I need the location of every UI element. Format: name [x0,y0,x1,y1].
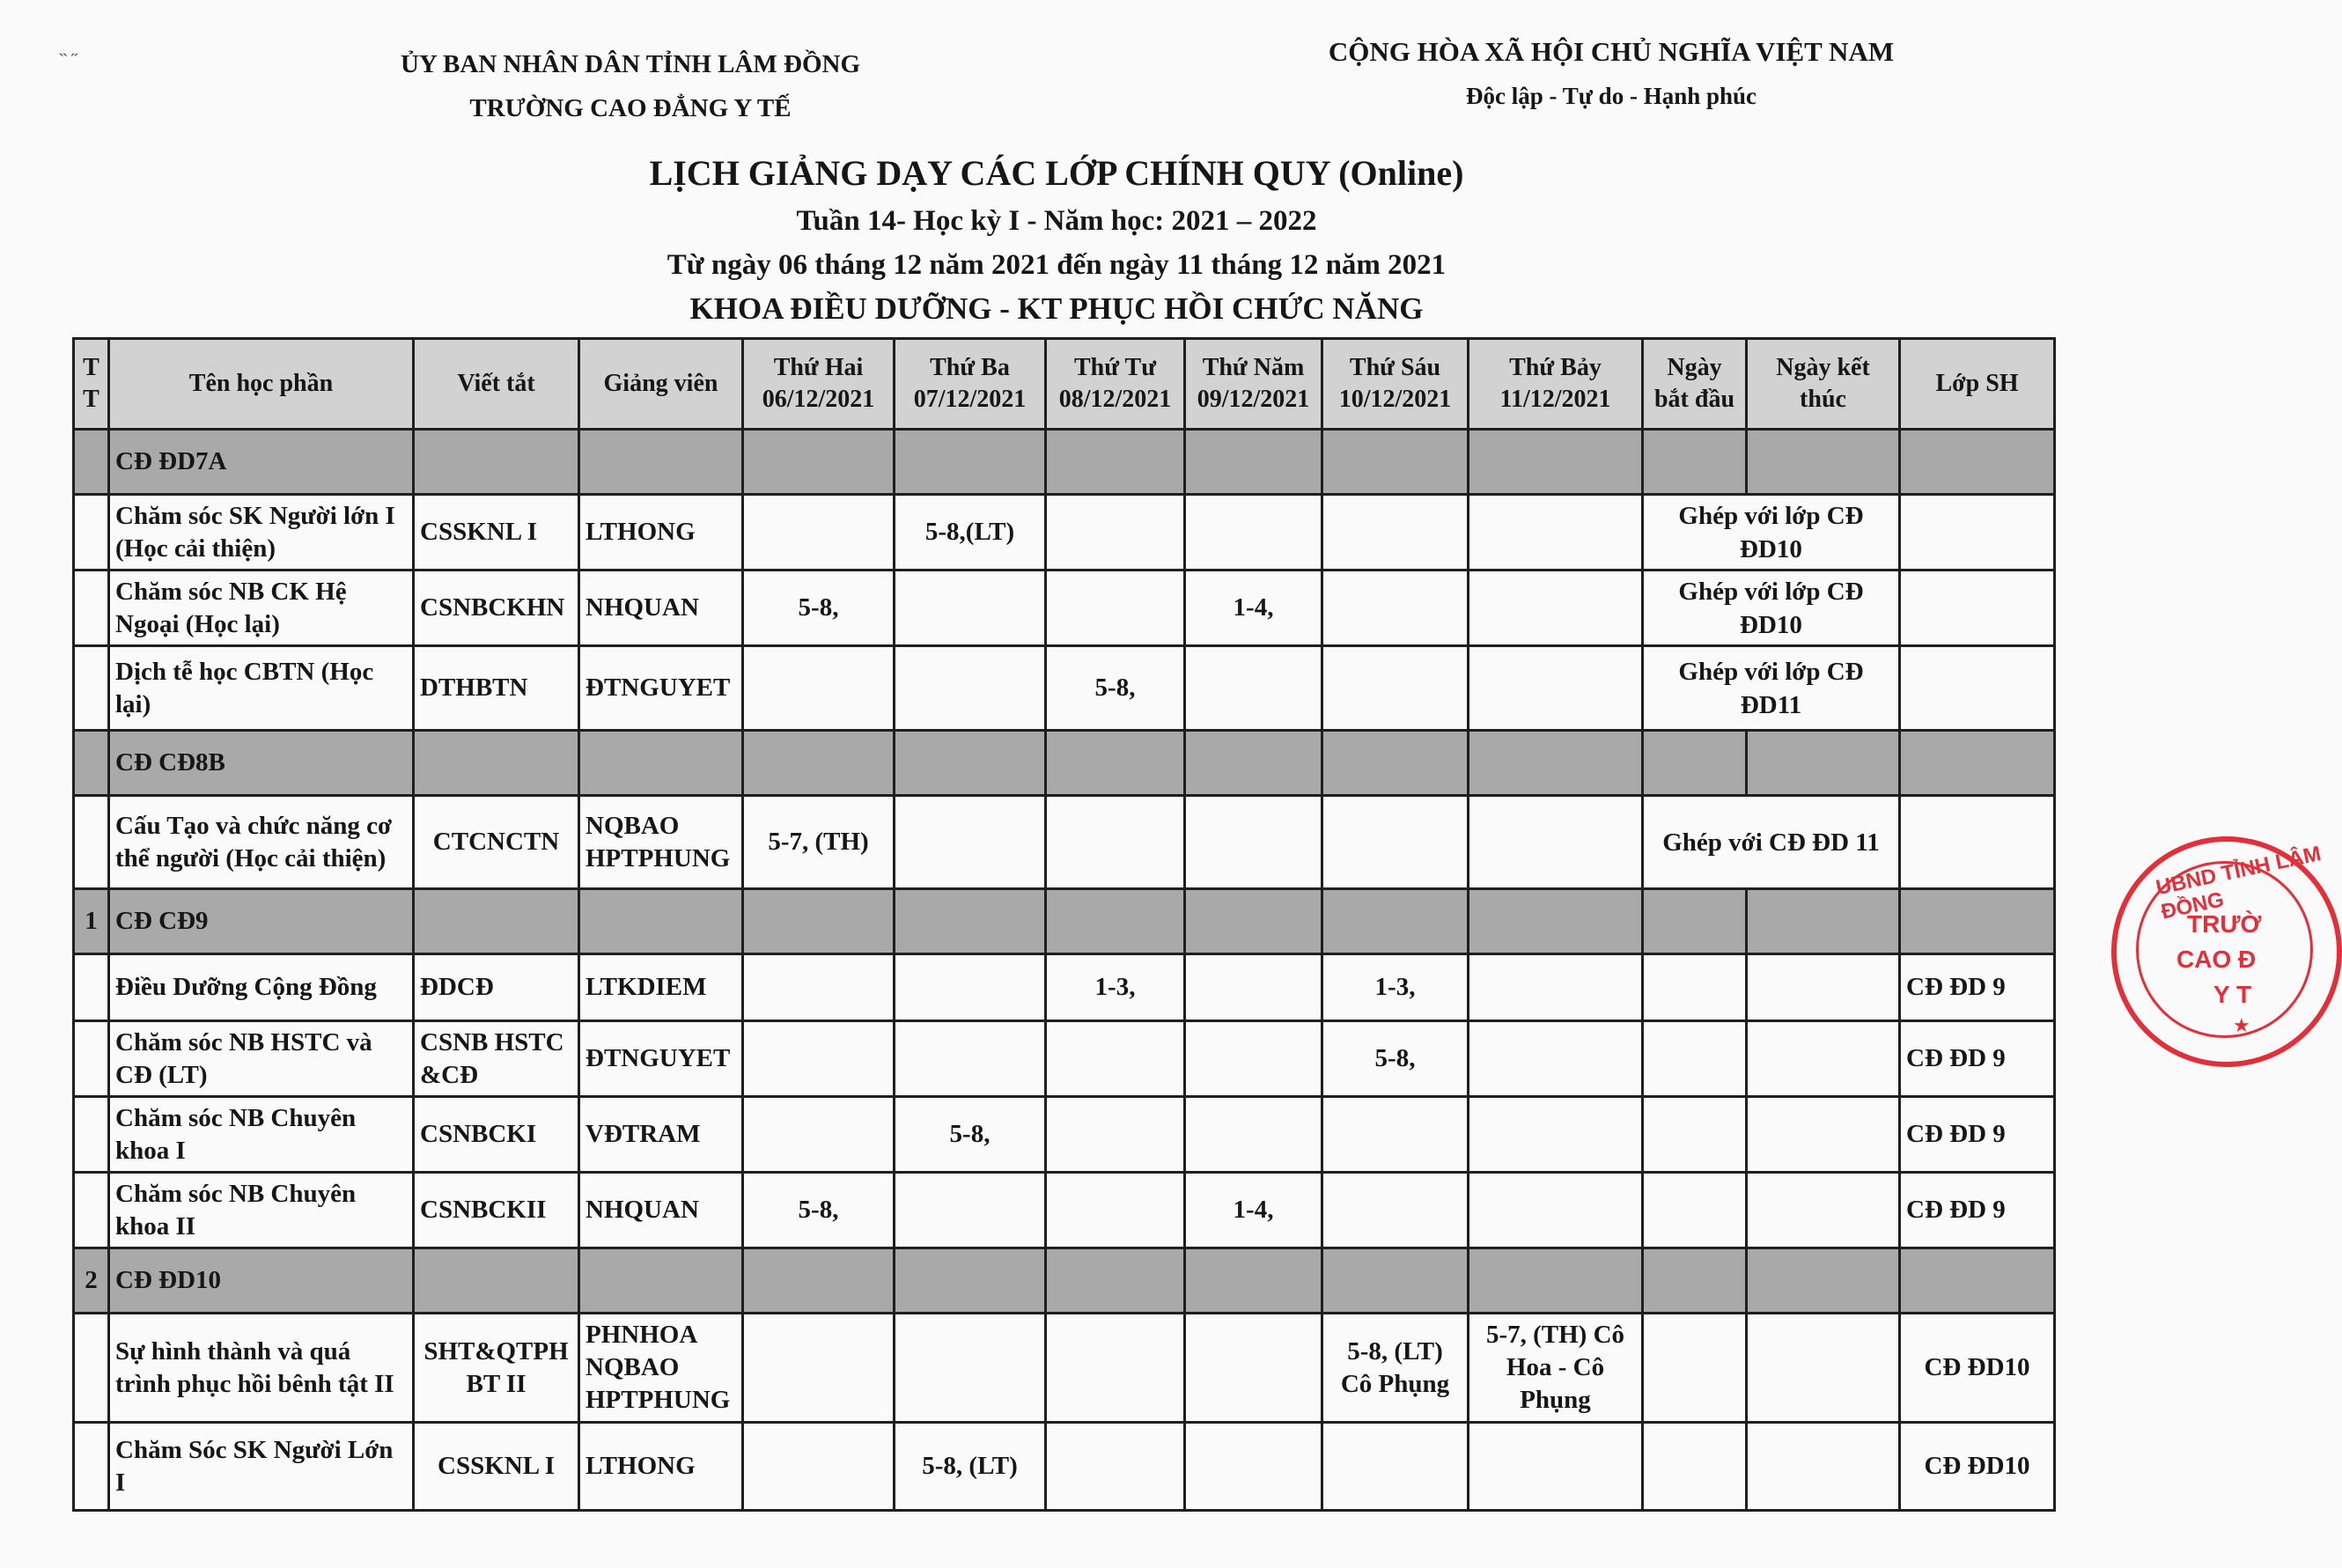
mon-cell: 5-8, [743,571,895,646]
merge-note-cell: Ghép với lớp CĐ ĐD10 [1643,571,1900,646]
header-fri: Thứ Sáu 10/12/2021 [1322,339,1469,430]
thu-cell: 1-4, [1185,1173,1322,1248]
header-wed: Thứ Tư 08/12/2021 [1046,339,1185,430]
thu-cell [1185,954,1322,1021]
lecturer-cell: ĐTNGUYET [579,1021,743,1097]
scan-specks: ˵ ˶ [60,40,78,63]
wed-cell [1046,1021,1185,1097]
seal-text-2: CAO Đ [2176,946,2257,973]
class-cell: CĐ ĐD 9 [1900,1097,2055,1173]
table-row [74,495,2055,571]
start-cell [1643,1314,1747,1423]
header-sat: Thứ Bảy 11/12/2021 [1469,339,1643,430]
course-cell: Chăm sóc NB CK Hệ Ngoại (Học lại) [109,571,414,646]
thu-cell [1185,1097,1322,1173]
issuer-header [331,42,930,130]
group-label: CĐ CĐ9 [109,889,414,954]
fri-cell: 5-8, [1322,1021,1469,1097]
fri-cell [1322,646,1469,731]
lecturer-cell: NQBAO HPTPHUNG [579,796,743,889]
wed-cell: 5-8, [1046,646,1185,731]
lecturer-cell: ĐTNGUYET [579,646,743,731]
table-row [74,954,2055,1021]
course-cell: Chăm sóc NB HSTC và CĐ (LT) [109,1021,414,1097]
course-cell: Chăm Sóc SK Người Lớn I [109,1423,414,1511]
table-row [74,1314,2055,1423]
tue-cell [895,796,1046,889]
tue-cell: 5-8,(LT) [895,495,1046,571]
abbr-cell: CSNB HSTC &CĐ [414,1021,579,1097]
group-row [74,889,2055,954]
wed-cell [1046,495,1185,571]
course-cell: Sự hình thành và quá trình phục hồi bênh tật II [109,1314,414,1423]
seal-ring-text: UBND TỈNH LÂM ĐỒNG [2154,842,2324,924]
sat-cell [1469,1021,1643,1097]
table-row [74,646,2055,731]
class-cell: CĐ ĐD10 [1900,1423,2055,1511]
tue-cell [895,954,1046,1021]
abbr-cell: CTCNCTN [414,796,579,889]
sat-cell [1469,495,1643,571]
class-cell [1900,571,2055,646]
lecturer-cell: NHQUAN [579,1173,743,1248]
national-line-1: CỘNG HÒA XÃ HỘI CHỦ NGHĨA VIỆT NAM [1328,36,1895,67]
title-line-1: LỊCH GIẢNG DẠY CÁC LỚP CHÍNH QUY (Online) [649,153,1464,193]
merge-note-cell: Ghép với lớp CĐ ĐD10 [1643,495,1900,571]
title-line-4: KHOA ĐIỀU DƯỠNG - KT PHỤC HỒI CHỨC NĂNG [689,291,1424,326]
group-row [74,1248,2055,1314]
start-cell [1643,1097,1747,1173]
seal-text-3: Y T [2213,981,2252,1008]
official-seal [2111,836,2342,1067]
start-cell [1643,1423,1747,1511]
fri-cell [1322,571,1469,646]
group-tt [74,430,109,495]
abbr-cell: CSNBCKII [414,1173,579,1248]
wed-cell [1046,1423,1185,1511]
thu-cell [1185,1423,1322,1511]
abbr-cell: ĐDCĐ [414,954,579,1021]
group-label: CĐ ĐD10 [109,1248,414,1314]
group-tt: 2 [74,1248,109,1314]
lecturer-cell: PHNHOA NQBAO HPTPHUNG [579,1314,743,1423]
mon-cell [743,1423,895,1511]
header-tt: T T [74,339,109,430]
end-cell [1747,954,1900,1021]
table-row [74,1423,2055,1511]
title-line-2: Tuần 14- Học kỳ I - Năm học: 2021 – 2022 [796,205,1317,237]
star-icon: ★ [2233,1014,2250,1036]
fri-cell [1322,1423,1469,1511]
table-row [74,796,2055,889]
seal-text-1: TRƯỜ [2187,910,2262,938]
sat-cell [1469,1423,1643,1511]
mon-cell [743,646,895,731]
sat-cell [1469,796,1643,889]
sat-cell [1469,954,1643,1021]
fri-cell [1322,1097,1469,1173]
header-end: Ngày kết thúc [1747,339,1900,430]
class-cell [1900,796,2055,889]
header-thu: Thứ Năm 09/12/2021 [1185,339,1322,430]
national-header [1321,30,1902,118]
course-cell: Dịch tễ học CBTN (Học lại) [109,646,414,731]
mon-cell: 5-8, [743,1173,895,1248]
abbr-cell: CSSKNL I [414,495,579,571]
wed-cell [1046,1314,1185,1423]
lecturer-cell: NHQUAN [579,571,743,646]
mon-cell [743,1021,895,1097]
end-cell [1747,1097,1900,1173]
lecturer-cell: LTKDIEM [579,954,743,1021]
tue-cell [895,1021,1046,1097]
header-abbr: Viết tắt [414,339,579,430]
course-cell: Chăm sóc SK Người lớn I (Học cải thiện) [109,495,414,571]
tue-cell: 5-8, [895,1097,1046,1173]
group-tt [74,731,109,796]
table-row [74,1097,2055,1173]
thu-cell [1185,796,1322,889]
tue-cell [895,1314,1046,1423]
group-label: CĐ CĐ8B [109,731,414,796]
abbr-cell: CSNBCKI [414,1097,579,1173]
lecturer-cell: LTHONG [579,1423,743,1511]
group-tt: 1 [74,889,109,954]
fri-cell: 1-3, [1322,954,1469,1021]
end-cell [1747,1021,1900,1097]
table-row [74,1173,2055,1248]
merge-note-cell: Ghép với CĐ ĐD 11 [1643,796,1900,889]
end-cell [1747,1423,1900,1511]
lecturer-cell: LTHONG [579,495,743,571]
lecturer-cell: VĐTRAM [579,1097,743,1173]
course-cell: Cấu Tạo và chức năng cơ thể người (Học cải thiện) [109,796,414,889]
issuer-line-2: TRƯỜNG CAO ĐẲNG Y TẾ [469,94,792,122]
group-label: CĐ ĐD7A [109,430,414,495]
wed-cell [1046,1097,1185,1173]
group-row [74,731,2055,796]
end-cell [1747,1314,1900,1423]
start-cell [1643,1021,1747,1097]
wed-cell [1046,1173,1185,1248]
tue-cell [895,1173,1046,1248]
national-line-2: Độc lập - Tự do - Hạnh phúc [1465,83,1757,109]
fri-cell: 5-8, (LT) Cô Phụng [1322,1314,1469,1423]
merge-note-cell: Ghép với lớp CĐ ĐD11 [1643,646,1900,731]
course-cell: Điều Dưỡng Cộng Đồng [109,954,414,1021]
mon-cell [743,954,895,1021]
fri-cell [1322,495,1469,571]
class-cell [1900,495,2055,571]
sat-cell [1469,646,1643,731]
abbr-cell: CSNBCKHN [414,571,579,646]
table-row [74,1021,2055,1097]
mon-cell [743,1097,895,1173]
class-cell: CĐ ĐD 9 [1900,954,2055,1021]
wed-cell [1046,796,1185,889]
class-cell: CĐ ĐD10 [1900,1314,2055,1423]
tue-cell [895,646,1046,731]
header-class: Lớp SH [1900,339,2055,430]
thu-cell: 1-4, [1185,571,1322,646]
header-lecturer: Giảng viên [579,339,743,430]
mon-cell: 5-7, (TH) [743,796,895,889]
sat-cell [1469,1173,1643,1248]
start-cell [1643,954,1747,1021]
sat-cell [1469,571,1643,646]
issuer-line-1: ỦY BAN NHÂN DÂN TỈNH LÂM ĐỒNG [400,50,860,78]
abbr-cell: SHT&QTPH BT II [414,1314,579,1423]
fri-cell [1322,796,1469,889]
document-title [493,148,1620,331]
course-cell: Chăm sóc NB Chuyên khoa I [109,1097,414,1173]
end-cell [1747,1173,1900,1248]
header-tue: Thứ Ba 07/12/2021 [895,339,1046,430]
thu-cell [1185,495,1322,571]
abbr-cell: DTHBTN [414,646,579,731]
abbr-cell: CSSKNL I [414,1423,579,1511]
wed-cell: 1-3, [1046,954,1185,1021]
fri-cell [1322,1173,1469,1248]
mon-cell [743,495,895,571]
header-course: Tên học phần [109,339,414,430]
schedule-table [72,337,2056,1512]
class-cell: CĐ ĐD 9 [1900,1173,2055,1248]
sat-cell [1469,1097,1643,1173]
table-row [74,571,2055,646]
title-line-3: Từ ngày 06 tháng 12 năm 2021 đến ngày 11 tháng 12 năm 2021 [667,249,1447,281]
tue-cell: 5-8, (LT) [895,1423,1046,1511]
class-cell [1900,646,2055,731]
sat-cell: 5-7, (TH) Cô Hoa - Cô Phụng [1469,1314,1643,1423]
start-cell [1643,1173,1747,1248]
header-mon: Thứ Hai 06/12/2021 [743,339,895,430]
wed-cell [1046,571,1185,646]
header-start: Ngày bắt đầu [1643,339,1747,430]
mon-cell [743,1314,895,1423]
class-cell: CĐ ĐD 9 [1900,1021,2055,1097]
table-header-row [74,339,2055,430]
tue-cell [895,571,1046,646]
course-cell: Chăm sóc NB Chuyên khoa II [109,1173,414,1248]
thu-cell [1185,646,1322,731]
group-row [74,430,2055,495]
thu-cell [1185,1021,1322,1097]
thu-cell [1185,1314,1322,1423]
